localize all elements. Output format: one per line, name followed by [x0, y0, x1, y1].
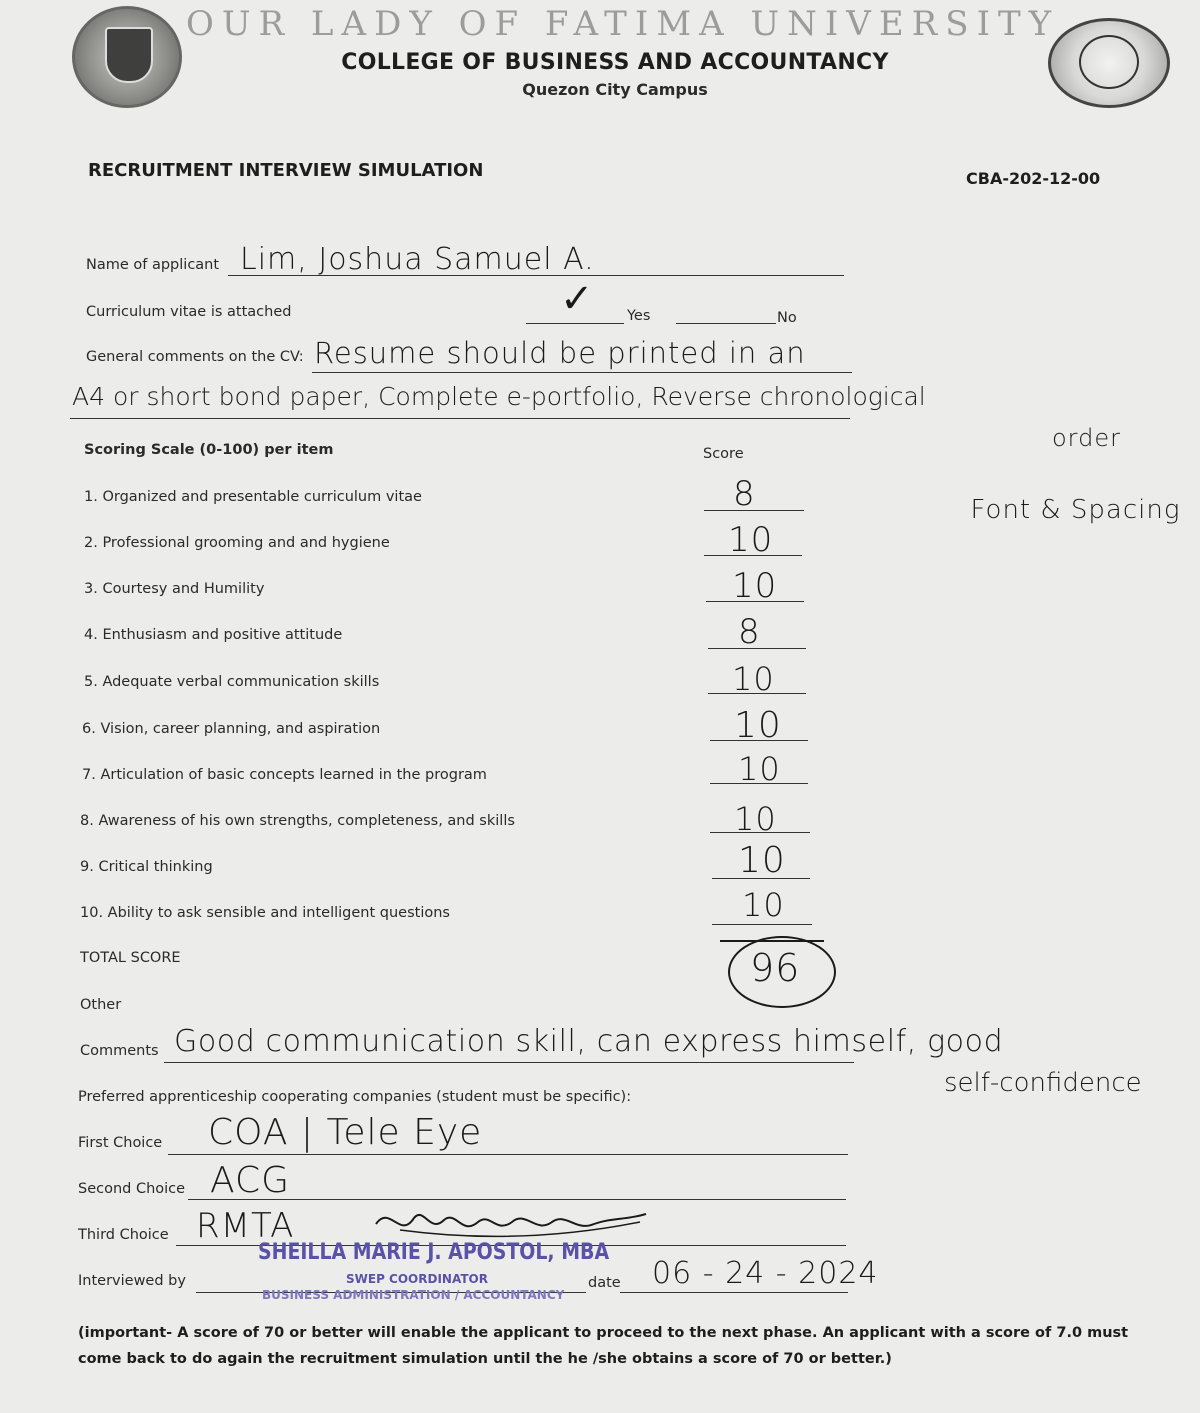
cv-no-label: No [777, 310, 797, 326]
second-choice-value: ACG [210, 1160, 291, 1201]
score-item-label: 10. Ability to ask sensible and intelligent questions [80, 905, 450, 921]
score-item-label: 3. Courtesy and Humility [84, 581, 265, 597]
score-item-label: 1. Organized and presentable curriculum vitae [84, 489, 422, 505]
score-item-label: 8. Awareness of his own strengths, completeness, and skills [80, 813, 515, 829]
score-item-label: 5. Adequate verbal communication skills [84, 674, 380, 690]
third-choice-label: Third Choice [78, 1227, 169, 1243]
margin-note: Font & Spacing [970, 495, 1181, 525]
first-choice-value: COA | Tele Eye [208, 1112, 483, 1153]
score-item-label: 2. Professional grooming and and hygiene [84, 535, 390, 551]
cv-comments-label: General comments on the CV: [86, 349, 304, 365]
college-name: COLLEGE OF BUSINESS AND ACCOUNTANCY [341, 50, 889, 75]
score-item-value: 10 [728, 520, 774, 560]
scale-label: Scoring Scale (0-100) per item [84, 442, 334, 458]
score-item-value: 10 [732, 566, 778, 606]
total-score-value: 96 [750, 946, 801, 990]
score-item-value: 10 [734, 800, 777, 838]
comments-label: Comments [80, 1043, 159, 1059]
date-label: date [588, 1275, 621, 1291]
score-item-value: 10 [738, 750, 781, 788]
cv-yes-label: Yes [627, 308, 651, 324]
score-item-label: 4. Enthusiasm and positive attitude [84, 627, 343, 643]
campus-name: Quezon City Campus [522, 80, 708, 99]
applicant-name: Lim, Joshua Samuel A. [240, 242, 595, 277]
name-label: Name of applicant [86, 257, 220, 273]
other-label: Other [80, 997, 122, 1013]
comments-line-1: Good communication skill, can express himself, good [174, 1024, 1004, 1059]
first-choice-label: First Choice [78, 1135, 163, 1151]
university-name: OUR LADY OF FATIMA UNIVERSITY [186, 4, 1060, 44]
second-choice-label: Second Choice [78, 1181, 186, 1197]
companies-label: Preferred apprenticeship cooperating companies (student must be specific): [78, 1089, 632, 1105]
score-item-value: 10 [742, 886, 785, 924]
score-item-value: 10 [732, 660, 775, 698]
score-item-value: 8 [738, 612, 761, 652]
score-item-value: 10 [734, 705, 782, 746]
form-title: RECRUITMENT INTERVIEW SIMULATION [88, 160, 484, 181]
score-item-value: 8 [733, 474, 756, 514]
form-code: CBA-202-12-00 [966, 169, 1101, 188]
stamp-department: BUSINESS ADMINISTRATION / ACCOUNTANCY [262, 1288, 565, 1302]
stamp-name: SHEILLA MARIE J. APOSTOL, MBA [258, 1240, 610, 1265]
cv-comments-line-2: A4 or short bond paper, Complete e-portfolio, Reverse chronological [72, 382, 926, 411]
interviewed-by-label: Interviewed by [78, 1273, 186, 1289]
comments-line-2: self-confidence [944, 1068, 1142, 1098]
score-item-label: 7. Articulation of basic concepts learned in the program [82, 767, 487, 783]
cv-comments-line-1: Resume should be printed in an [314, 336, 806, 370]
date-value: 06 - 24 - 2024 [652, 1256, 879, 1291]
total-score-label: TOTAL SCORE [80, 950, 181, 966]
score-item-label: 9. Critical thinking [80, 859, 213, 875]
cv-comments-line-3: order [1052, 424, 1121, 452]
cv-checkmark: ✓ [560, 276, 595, 322]
important-note: (important- A score of 70 or better will enable the applicant to proceed to the next phase. An applicant with a score of 7.0 must come back to do again the recruitment simulation until the he /she obtains a score of 70 or better.) [78, 1325, 1129, 1367]
third-choice-value: RMTA [196, 1206, 295, 1246]
stamp-title: SWEP COORDINATOR [346, 1272, 488, 1286]
cv-label: Curriculum vitae is attached [86, 304, 292, 320]
score-item-value: 10 [738, 840, 786, 881]
score-item-label: 6. Vision, career planning, and aspiration [82, 721, 381, 737]
score-header: Score [703, 446, 744, 462]
